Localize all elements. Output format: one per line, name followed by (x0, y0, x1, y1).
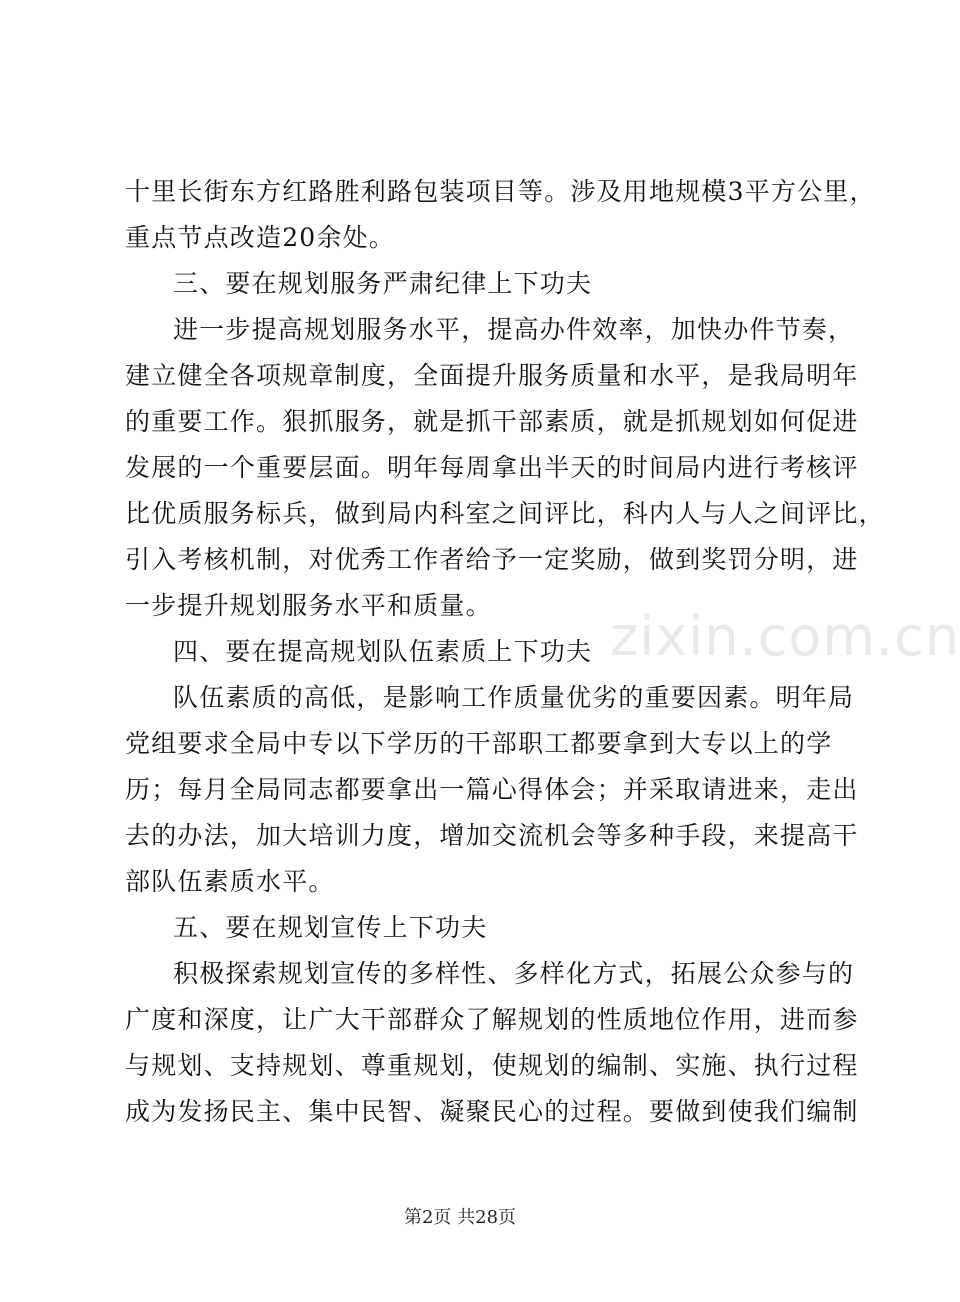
text-line: 十里长街东方红路胜利路包装项目等。涉及用地规模3平方公里， (125, 177, 876, 206)
text-line: 比优质服务标兵，做到局内科室之间评比，科内人与人之间评比， (125, 499, 885, 528)
text-line: 成为发扬民主、集中民智、凝聚民心的过程。要做到使我们编制 (125, 1097, 859, 1126)
text-line: 党组要求全局中专以下学历的干部职工都要拿到大专以上的学 (125, 729, 833, 758)
text-line: 引入考核机制，对优秀工作者给予一定奖励，做到奖罚分明，进 (125, 545, 859, 574)
watermark: zixin.com.cn (610, 605, 960, 668)
text-line: 发展的一个重要层面。明年每周拿出半天的时间局内进行考核评 (125, 453, 859, 482)
text-line: 与规划、支持规划、尊重规划，使规划的编制、实施、执行过程 (125, 1051, 859, 1080)
text-line: 历；每月全局同志都要拿出一篇心得体会；并采取请进来，走出 (125, 775, 859, 804)
text-line: 五、要在规划宣传上下功夫 (173, 913, 488, 942)
text-line: 重点节点改造20余处。 (125, 223, 396, 252)
text-line: 进一步提高规划服务水平，提高办件效率，加快办件节奏， (173, 315, 855, 344)
text-line: 三、要在规划服务严肃纪律上下功夫 (173, 269, 593, 298)
text-line: 去的办法，加大培训力度，增加交流机会等多种手段，来提高干 (125, 821, 859, 850)
page-footer: 第2页 共28页 (403, 1207, 517, 1228)
text-line: 的重要工作。狠抓服务，就是抓干部素质，就是抓规划如何促进 (125, 407, 859, 436)
text-line: 四、要在提高规划队伍素质上下功夫 (173, 637, 593, 666)
text-line: 部队伍素质水平。 (125, 867, 335, 896)
text-line: 广度和深度，让广大干部群众了解规划的性质地位作用，进而参 (125, 1005, 859, 1034)
text-line: 建立健全各项规章制度，全面提升服务质量和水平，是我局明年 (125, 361, 859, 390)
text-line: 一步提升规划服务水平和质量。 (125, 591, 492, 620)
text-line: 队伍素质的高低，是影响工作质量优劣的重要因素。明年局 (173, 683, 855, 712)
text-line: 积极探索规划宣传的多样性、多样化方式，拓展公众参与的 (173, 959, 855, 988)
